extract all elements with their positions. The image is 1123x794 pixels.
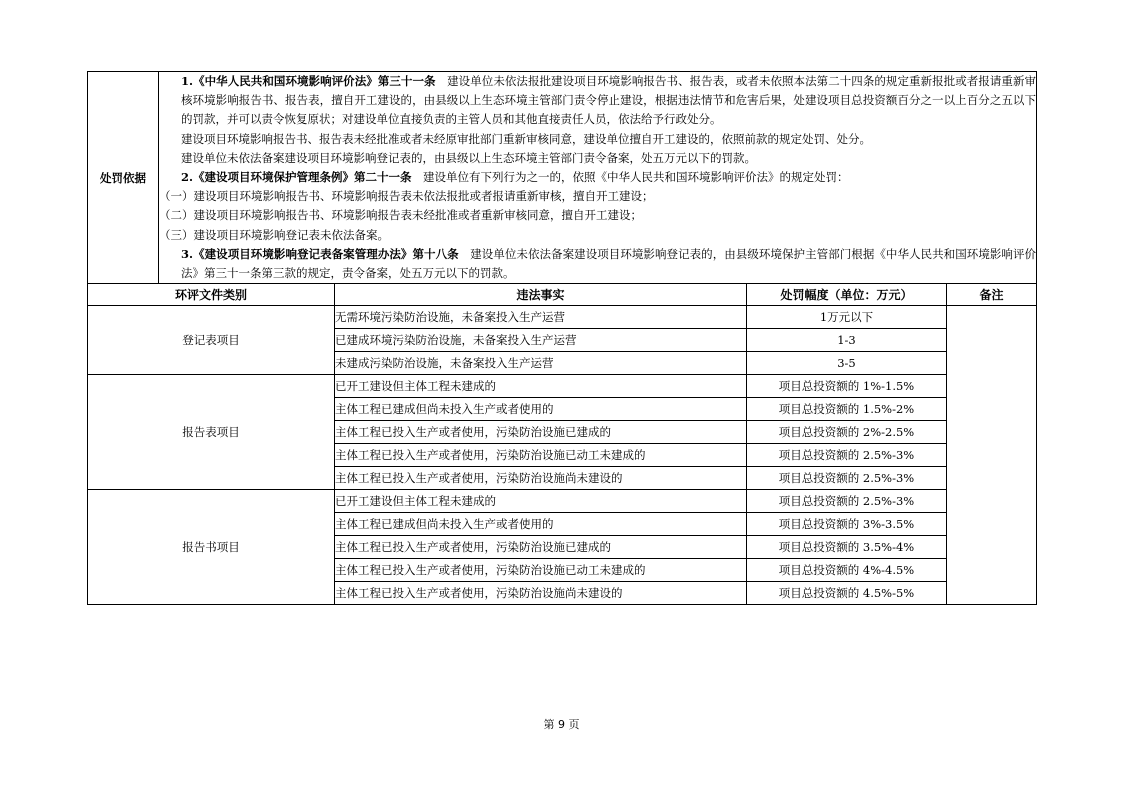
law1-paragraph-2: 建设项目环境影响报告书、报告表未经批准或者未经原审批部门重新审核同意，建设单位擅自开工建设的，依照前款的规定处罚、处分。 <box>181 131 871 146</box>
fact-cell: 主体工程已投入生产或者使用，污染防治设施已动工未建成的 <box>335 444 747 467</box>
law3-text: 建设单位未依法备案建设项目环境影响登记表的，由县级环境保护主管部门根据《中华人民共和国环境影响评价法》第三十一条第三款的规定，责令备案，处五万元以下的罚款。 <box>181 246 1037 281</box>
category-report-form: 报告表项目 <box>88 375 335 490</box>
penalty-table <box>87 71 1037 605</box>
fact-cell: 已开工建设但主体工程未建成的 <box>335 490 747 513</box>
table-row <box>88 490 1037 513</box>
amount-cell: 项目总投资额的 1%-1.5% <box>747 375 947 398</box>
fact-cell: 主体工程已投入生产或者使用，污染防治设施已建成的 <box>335 421 747 444</box>
law1-title: 《中华人民共和国环境影响评价法》第三十一条 <box>193 74 436 88</box>
law2-item-1: （一）建设项目环境影响报告书、环境影响报告表未依法报批或者报请重新审核，擅自开工建设； <box>159 189 654 204</box>
fact-cell: 主体工程已投入生产或者使用，污染防治设施尚未建设的 <box>335 467 747 490</box>
fact-cell: 主体工程已建成但尚未投入生产或者使用的 <box>335 398 747 421</box>
law2-number: 2. <box>181 170 194 185</box>
law2-item-2: （二）建设项目环境影响报告书、环境影响报告表未经批准或者重新审核同意，擅自开工建设； <box>159 208 642 223</box>
amount-cell: 1万元以下 <box>747 306 947 329</box>
amount-cell: 项目总投资额的 2.5%-3% <box>747 490 947 513</box>
amount-cell: 项目总投资额的 4%-4.5% <box>747 559 947 582</box>
law2-title: 《建设项目环境保护管理条例》第二十一条 <box>193 170 412 185</box>
law1-text: 建设单位未依法报批建设项目环境影响报告书、报告表，或者未依照本法第二十四条的规定重新报批或者报请重新审核环境影响报告书、报告表，擅自开工建设的，由县级以上生态环境主管部门责令停止建设，根据违法情节和危害后果，处建设项目总投资额百分之一以上百分之五以下的罚款，并可以责令恢复原状；对建设单位直接负责的主管人员和其他直接责任人员，依法给予行政处分。 <box>181 74 1037 127</box>
law2-text: 建设单位有下列行为之一的，依照《中华人民共和国环境影响评价法》的规定处罚： <box>411 170 849 185</box>
fact-cell: 无需环境污染防治设施，未备案投入生产运营 <box>335 306 747 329</box>
page-number: 第 9 页 <box>543 718 580 731</box>
law2-item-3: （三）建设项目环境影响登记表未依法备案。 <box>159 227 389 242</box>
fact-cell: 主体工程已投入生产或者使用，污染防治设施已动工未建成的 <box>335 559 747 582</box>
header-amount: 处罚幅度（单位：万元） <box>747 284 947 306</box>
note-cell <box>947 306 1037 605</box>
penalty-basis-row <box>88 72 1037 284</box>
fact-cell: 主体工程已建成但尚未投入生产或者使用的 <box>335 513 747 536</box>
penalty-basis-label: 处罚依据 <box>88 72 159 284</box>
law1-paragraph-3: 建设单位未依法备案建设项目环境影响登记表的，由县级以上生态环境主管部门责令备案，处五万元以下的罚款。 <box>181 150 756 165</box>
table-header-row <box>88 284 1037 306</box>
header-fact: 违法事实 <box>335 284 747 306</box>
penalty-basis-content <box>159 72 1037 284</box>
fact-cell: 已开工建设但主体工程未建成的 <box>335 375 747 398</box>
law3-number: 3. <box>181 246 194 261</box>
amount-cell: 项目总投资额的 2%-2.5% <box>747 421 947 444</box>
table-row <box>88 306 1037 329</box>
amount-cell: 项目总投资额的 1.5%-2% <box>747 398 947 421</box>
header-note: 备注 <box>947 284 1037 306</box>
amount-cell: 项目总投资额的 2.5%-3% <box>747 444 947 467</box>
amount-cell: 3-5 <box>747 352 947 375</box>
category-registration: 登记表项目 <box>88 306 335 375</box>
amount-cell: 项目总投资额的 2.5%-3% <box>747 467 947 490</box>
table-row <box>88 375 1037 398</box>
fact-cell: 未建成污染防治设施，未备案投入生产运营 <box>335 352 747 375</box>
fact-cell: 已建成环境污染防治设施，未备案投入生产运营 <box>335 329 747 352</box>
amount-cell: 1-3 <box>747 329 947 352</box>
amount-cell: 项目总投资额的 3%-3.5% <box>747 513 947 536</box>
category-report-book: 报告书项目 <box>88 490 335 605</box>
law2-paragraph <box>159 168 1036 187</box>
amount-cell: 项目总投资额的 3.5%-4% <box>747 536 947 559</box>
amount-cell: 项目总投资额的 4.5%-5% <box>747 582 947 605</box>
fact-cell: 主体工程已投入生产或者使用，污染防治设施已建成的 <box>335 536 747 559</box>
law1-paragraph <box>159 72 1036 130</box>
header-category: 环评文件类别 <box>88 284 335 306</box>
law3-title: 《建设项目环境影响登记表备案管理办法》第十八条 <box>193 246 459 261</box>
law3-paragraph <box>159 245 1036 283</box>
fact-cell: 主体工程已投入生产或者使用，污染防治设施尚未建设的 <box>335 582 747 605</box>
law1-number: 1. <box>181 74 194 88</box>
